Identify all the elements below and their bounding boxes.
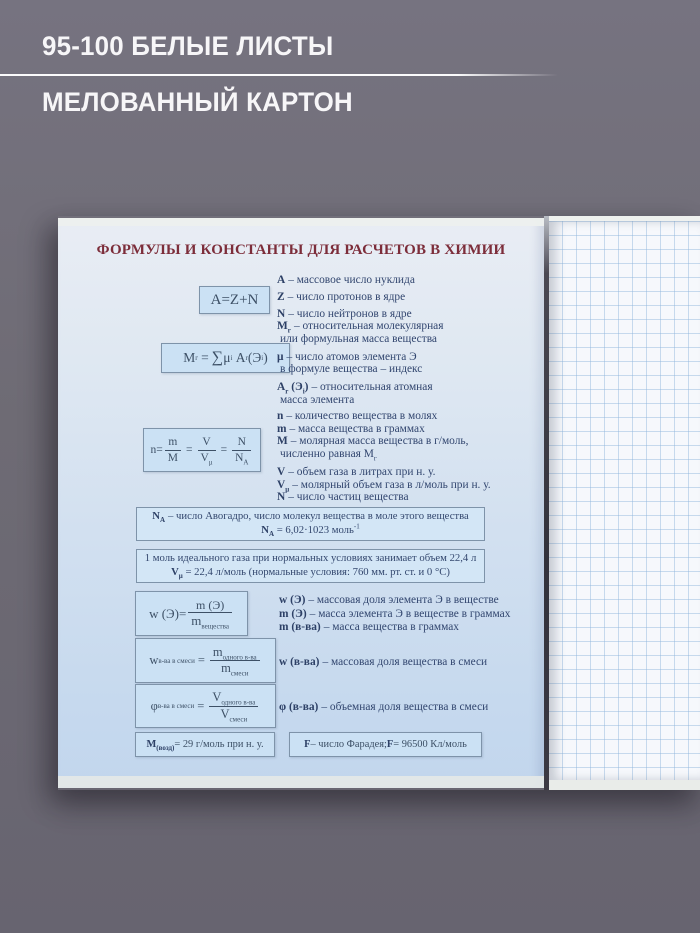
legend-line: $A_r$ $(Э_i)$ – относительная атомная — [277, 381, 433, 396]
formula-page — [58, 218, 544, 788]
sum-symbol: ∑ — [211, 349, 224, 366]
banner-line-1: 95-100 БЕЛЫЕ ЛИСТЫ — [42, 31, 334, 61]
formula-text: A=Z+N — [210, 291, 259, 308]
legend-line: $V_\mu$ – молярный объем газа в л/моль при н. у. — [277, 478, 491, 493]
legend-line: μ – число атомов элемента Э — [277, 350, 417, 363]
formula-box-mass-fraction-element: w (Э)= $\frac{m (Э)}{m_{вещества}}$ — [135, 591, 248, 636]
formula-box-amount-of-substance: n= $\frac{m}{M}$ = $\frac{V}{V_\mu}$ = $\frac{N}{N_A}$ — [143, 428, 261, 472]
info-box-faraday: F – число Фарадея; F = 96500 Кл/моль — [289, 732, 482, 757]
notebook-photo — [58, 216, 700, 790]
legend-line: n – количество вещества в молях — [277, 410, 438, 422]
formula-box-molar-mass: M г = ∑ μ i A r (Э i ) — [161, 343, 290, 373]
legend-line: или формульная масса вещества — [280, 332, 437, 345]
legend-nucleon-number — [277, 272, 415, 323]
squared-page — [548, 216, 700, 790]
molar-volume-definition: 1 моль идеального газа при нормальных условиях занимает объем 22,4 л — [144, 552, 477, 564]
legend-line: численно равная $M_г$ — [280, 448, 377, 463]
info-box-molar-volume — [136, 549, 485, 583]
banner-line-2: МЕЛОВАННЫЙ КАРТОН — [42, 87, 353, 117]
legend-molar-mass — [277, 320, 443, 407]
legend-line: масса элемента — [280, 393, 355, 406]
page-edge-top — [58, 218, 544, 226]
page-spine-shadow — [544, 216, 549, 790]
legend-line: $M_г$ – относительная молекулярная — [277, 320, 444, 335]
legend-line: Z – число протонов в ядре — [277, 291, 406, 303]
legend-line: φ (в-ва) – объемная доля вещества в смеси — [279, 701, 489, 713]
banner-divider — [0, 74, 558, 76]
page-title: ФОРМУЛЫ И КОНСТАНТЫ ДЛЯ РАСЧЕТОВ В ХИМИИ — [96, 242, 506, 258]
legend-line: A – массовое число нуклида — [277, 274, 415, 286]
legend-line: m – масса вещества в граммах — [277, 422, 425, 435]
legend-mass-fraction-mixture — [279, 656, 487, 668]
legend-line: N – число частиц вещества — [277, 491, 409, 504]
page-edge-bottom — [58, 776, 544, 788]
legend-line: в формуле вещества – индекс — [280, 363, 423, 376]
molar-volume-value: $V_\mu = 22,4$ л/моль (нормальные условия: 760 мм. рт. ст. и 0 °C) — [171, 565, 450, 580]
legend-line: w (в-ва) – массовая доля вещества в смеси — [279, 656, 488, 668]
legend-line: N – число нейтронов в ядре — [277, 308, 412, 320]
avogadro-value: $N_A = 6,02\cdot 1023$ моль$^{-1}$ — [261, 521, 360, 538]
avogadro-definition: $N_A$ – число Авогадро, число молекул вещества в моле этого вещества — [152, 510, 469, 525]
formula-box-nucleon-number — [199, 286, 270, 314]
legend-line: w (Э) – массовая доля элемента Э в веществе — [279, 594, 499, 606]
info-box-avogadro — [136, 507, 485, 541]
legend-line: m (Э) – масса элемента Э в веществе в граммах — [279, 607, 511, 620]
legend-line: V – объем газа в литрах при н. у. — [277, 465, 436, 478]
info-box-air-molar-mass: $M_{(возд)}$ = 29 г/моль при н. у. — [135, 732, 275, 757]
legend-line: M – молярная масса вещества в г/моль, — [277, 435, 469, 448]
legend-amount-of-substance — [277, 410, 491, 504]
legend-mass-fraction-element — [279, 594, 510, 635]
legend-volume-fraction-mixture — [279, 701, 488, 713]
formula-box-volume-fraction-mixture: φ в-ва в смеси = $\frac{V_{одного в-ва}}{V_{смеси}}$ — [135, 684, 276, 728]
legend-line: m (в-ва) – масса вещества в граммах — [279, 621, 459, 633]
formula-box-mass-fraction-mixture: w в-ва в смеси = $\frac{m_{одного в-ва}}{m_{смеси}}$ — [135, 638, 276, 683]
